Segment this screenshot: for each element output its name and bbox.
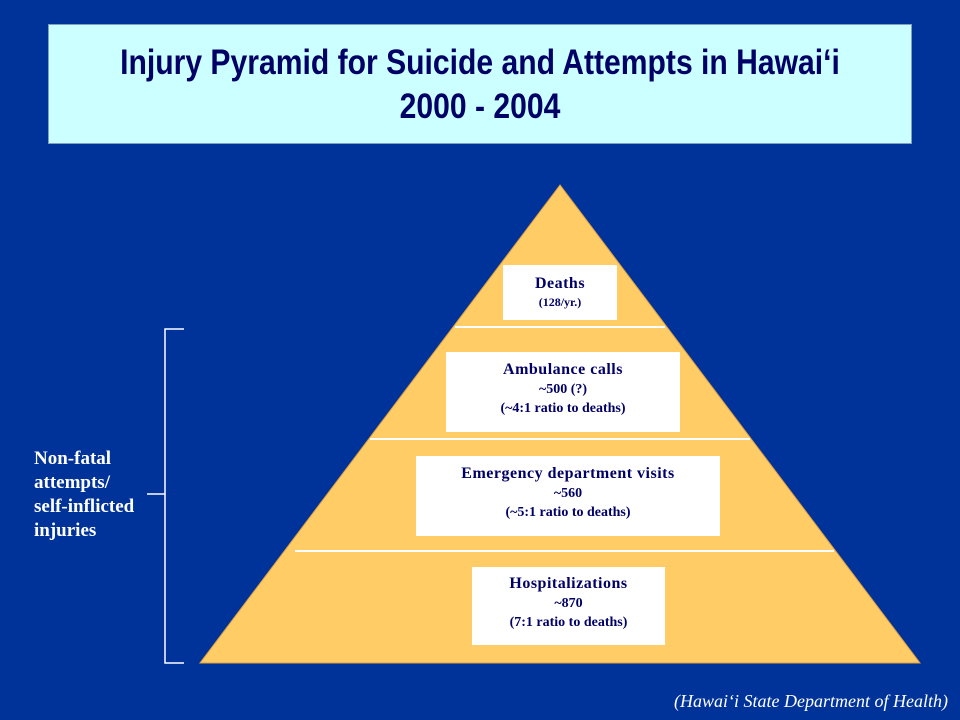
side-label-line-1: Non-fatal <box>34 448 112 469</box>
tier-deaths <box>503 265 617 320</box>
tier-emergency-name: Emergency department visits <box>461 465 675 482</box>
source-citation: (Hawai‘i State Department of Health) <box>674 691 948 711</box>
tier-hospitalizations <box>472 567 665 645</box>
tier-ambulance <box>446 352 680 432</box>
tier-hospitalizations-value: ~870 <box>554 596 583 611</box>
tier-deaths-value: (128/yr.) <box>538 295 582 309</box>
non-fatal-label <box>34 447 134 543</box>
tier-hospitalizations-ratio: (7:1 ratio to deaths) <box>509 615 628 630</box>
tier-deaths-name: Deaths <box>534 275 586 292</box>
tier-emergency-ratio: (~5:1 ratio to deaths) <box>505 505 631 520</box>
tier-ambulance-value: ~500 (?) <box>538 382 588 397</box>
tier-ambulance-name: Ambulance calls <box>503 361 623 378</box>
side-label-line-4: injuries <box>34 520 97 541</box>
tier-hospitalizations-name: Hospitalizations <box>509 575 628 592</box>
side-label-line-2: attempts/ <box>34 472 110 493</box>
tier-emergency <box>416 456 720 536</box>
tier-ambulance-ratio: (~4:1 ratio to deaths) <box>500 401 626 416</box>
title-line-1: Injury Pyramid for Suicide and Attempts in Hawai‘i <box>120 43 840 82</box>
tier-emergency-value: ~560 <box>553 486 583 501</box>
bracket <box>165 329 184 663</box>
title-line-2: 2000 - 2004 <box>399 87 561 126</box>
side-label-line-3: self-inflicted <box>34 496 135 517</box>
